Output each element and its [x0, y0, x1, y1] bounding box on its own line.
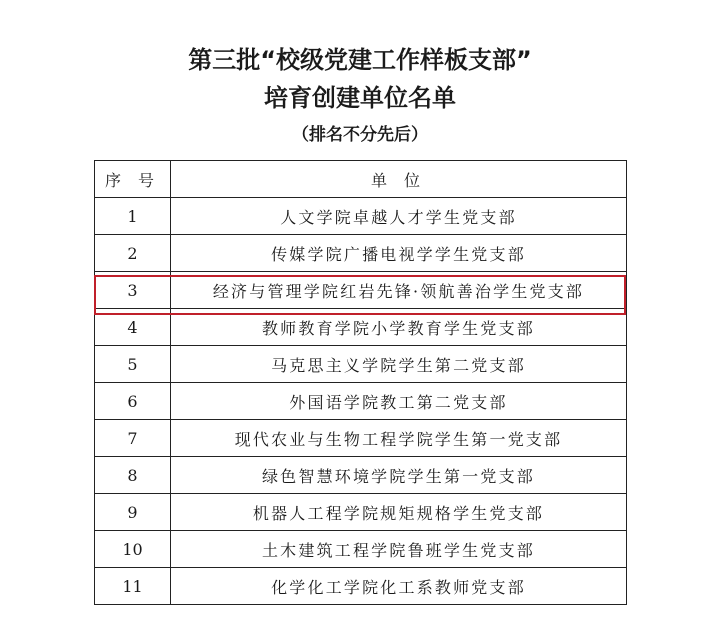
- table-row: [95, 494, 627, 531]
- table-row: [95, 568, 627, 605]
- table-row: [95, 531, 627, 568]
- table-header-row: [95, 161, 627, 198]
- table-row-highlighted: [95, 272, 627, 309]
- row-unit-name: 人文学院卓越人才学生党支部: [171, 198, 627, 235]
- unit-list-table: [94, 160, 627, 605]
- row-number: 1: [95, 198, 171, 235]
- row-unit-name: 传媒学院广播电视学学生党支部: [171, 235, 627, 272]
- row-unit-name: 化学化工学院化工系教师党支部: [171, 568, 627, 605]
- row-number: 4: [95, 309, 171, 346]
- table-row: [95, 309, 627, 346]
- table-row: [95, 235, 627, 272]
- row-unit-name: 外国语学院教工第二党支部: [171, 383, 627, 420]
- header-unit: 单 位: [171, 161, 627, 198]
- table-row: [95, 420, 627, 457]
- row-number: 7: [95, 420, 171, 457]
- row-unit-name: 教师教育学院小学教育学生党支部: [171, 309, 627, 346]
- row-number: 8: [95, 457, 171, 494]
- row-number: 6: [95, 383, 171, 420]
- row-unit-name: 经济与管理学院红岩先锋·领航善治学生党支部: [171, 272, 627, 309]
- row-number: 11: [95, 568, 171, 605]
- row-number: 10: [95, 531, 171, 568]
- table-row: [95, 457, 627, 494]
- document-subtitle: （排名不分先后）: [292, 125, 428, 145]
- row-unit-name: 马克思主义学院学生第二党支部: [171, 346, 627, 383]
- document-title-line-2: 培育创建单位名单: [264, 84, 456, 112]
- table-row: [95, 346, 627, 383]
- document-title-line-1: 第三批“校级党建工作样板支部”: [188, 46, 532, 74]
- table-row: [95, 383, 627, 420]
- row-unit-name: 机器人工程学院规矩规格学生党支部: [171, 494, 627, 531]
- row-number: 3: [95, 272, 171, 309]
- row-number: 2: [95, 235, 171, 272]
- row-unit-name: 土木建筑工程学院鲁班学生党支部: [171, 531, 627, 568]
- row-number: 9: [95, 494, 171, 531]
- row-unit-name: 现代农业与生物工程学院学生第一党支部: [171, 420, 627, 457]
- row-unit-name: 绿色智慧环境学院学生第一党支部: [171, 457, 627, 494]
- row-number: 5: [95, 346, 171, 383]
- table-row: [95, 198, 627, 235]
- header-serial-number: 序 号: [95, 161, 171, 198]
